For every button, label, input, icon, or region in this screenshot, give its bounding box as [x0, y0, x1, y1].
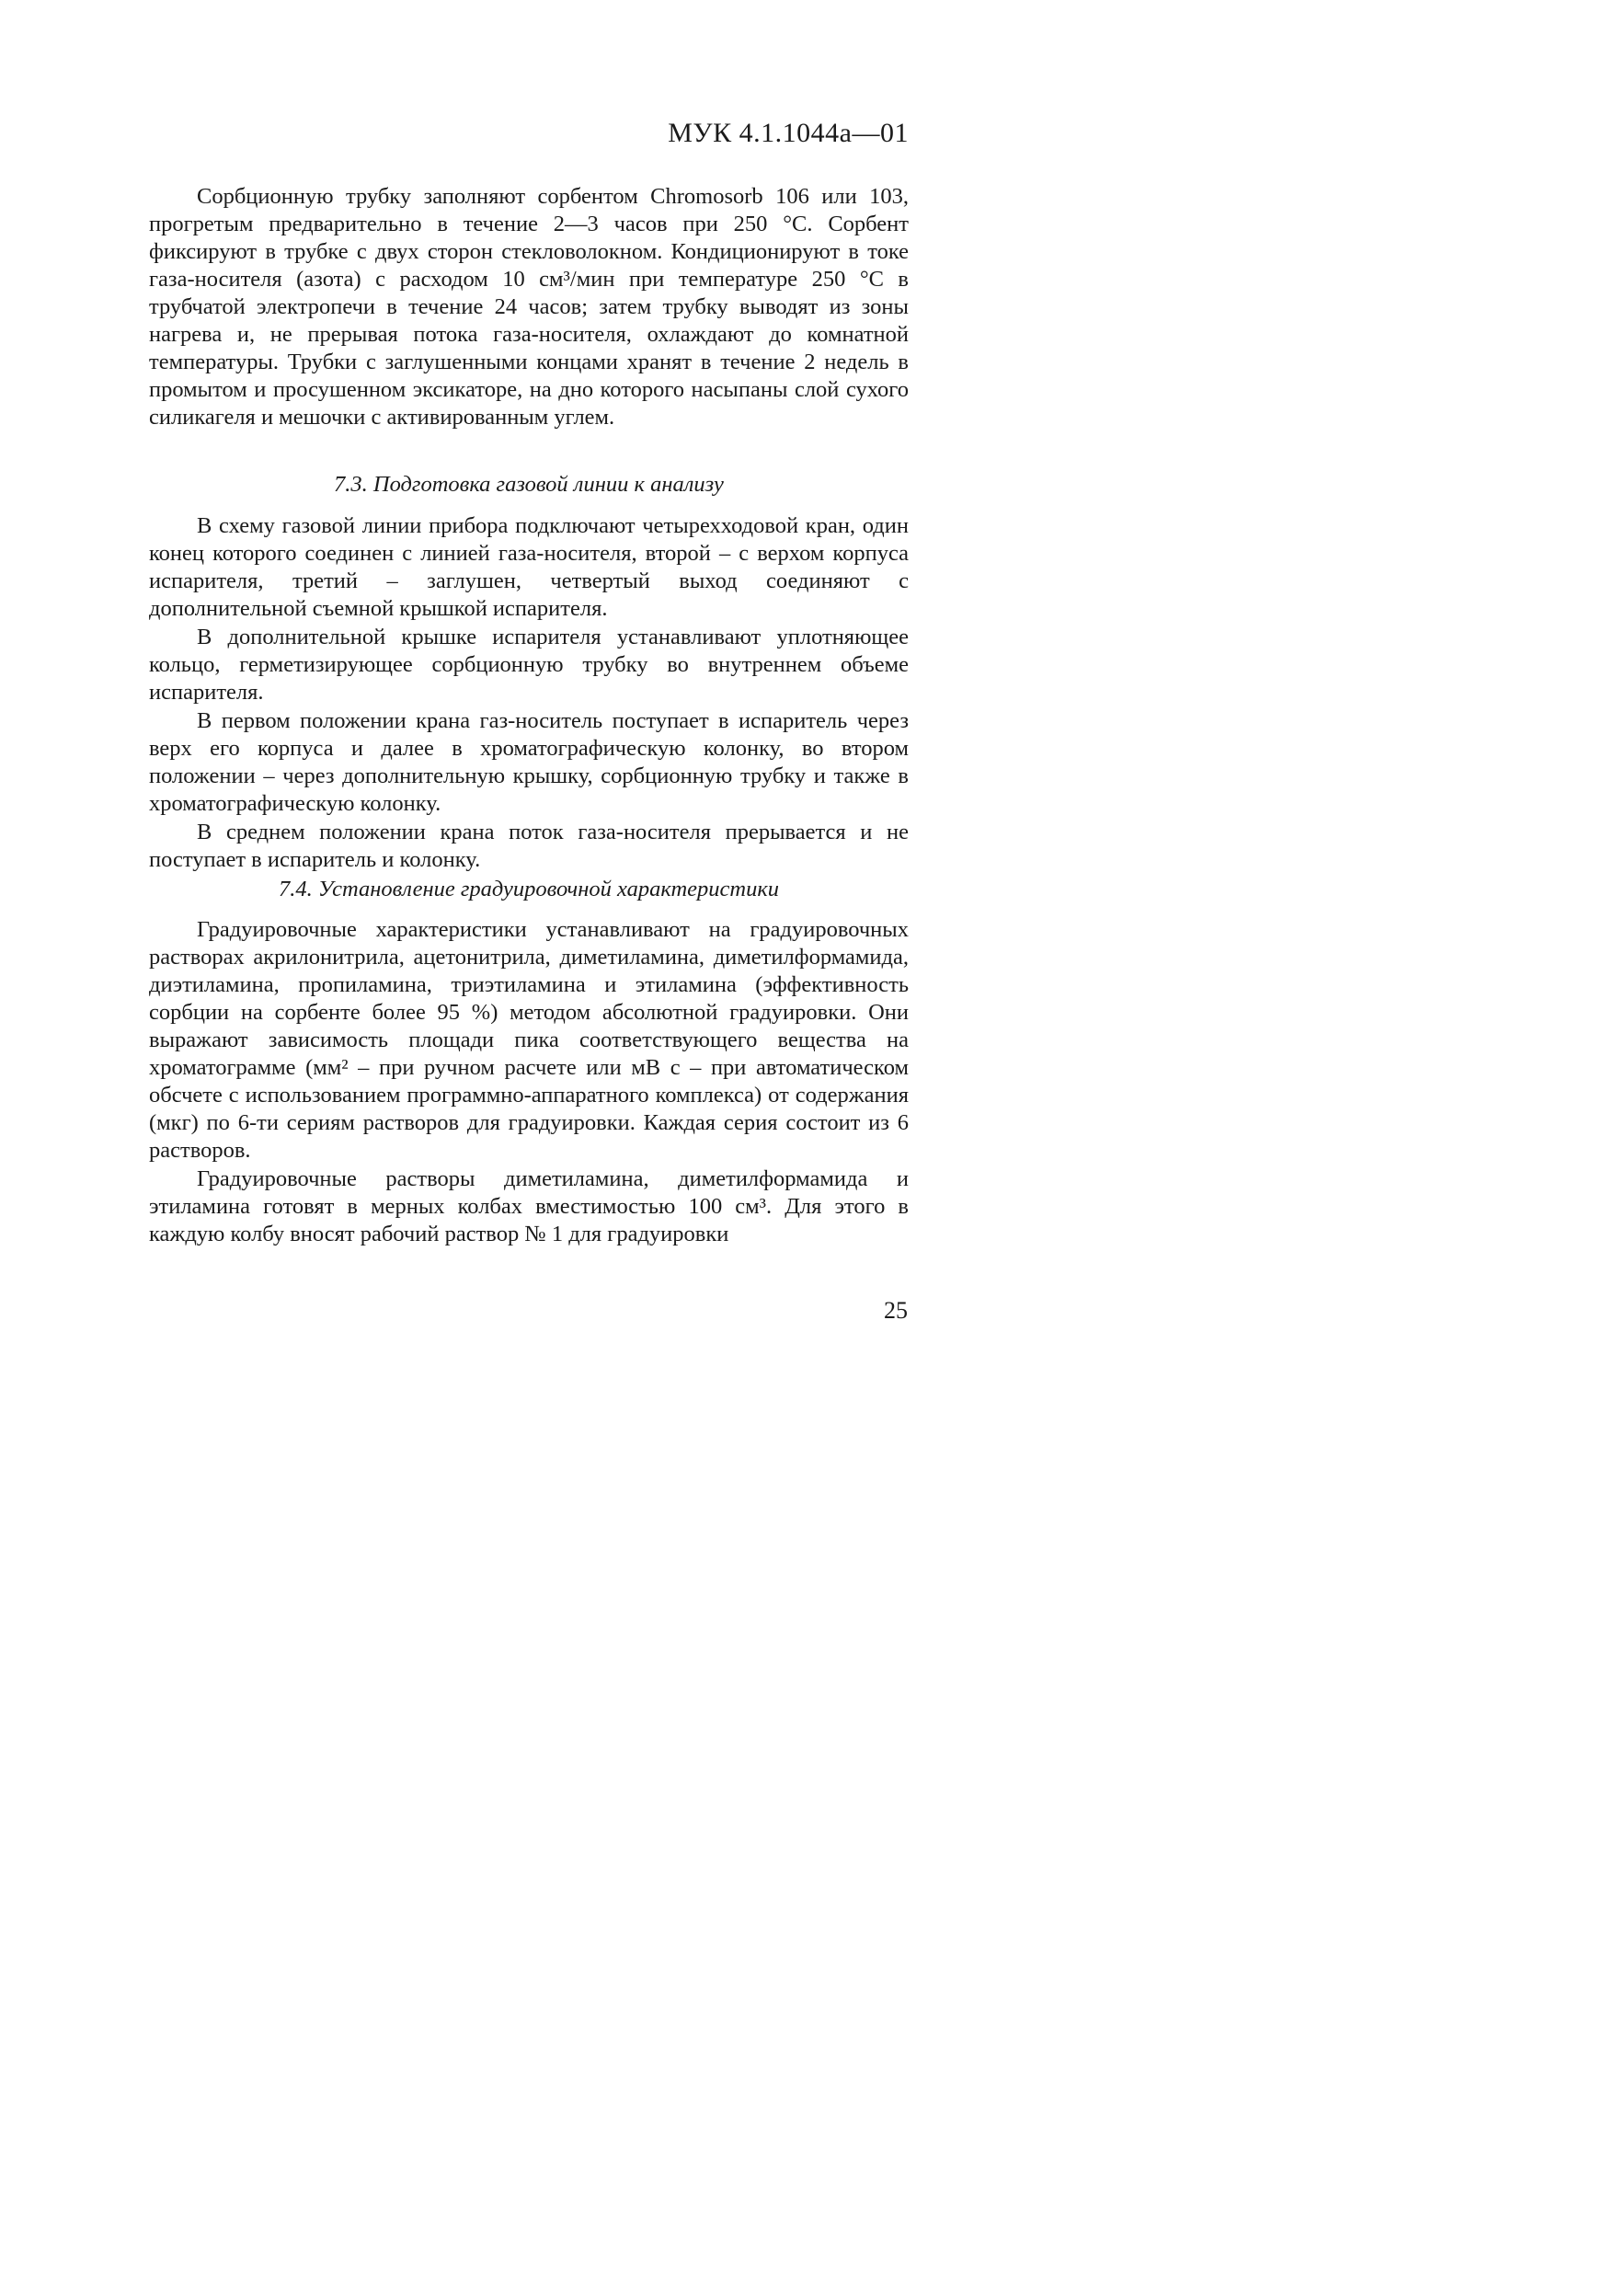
page-number: 25 — [884, 1297, 908, 1324]
paragraph-sorbent-tube: Сорбционную трубку заполняют сорбентом Chromosorb 106 или 103, прогретым предварительно в течение 2—3 часов при 250 °С. Сорбент фиксируют в трубке с двух сторон стекловолокном. Кондиционируют в токе газа-носителя (азота) с расходом 10 см³/мин при температуре 250 °С в трубчатой электропечи в течение 24 часов; затем трубку выводят из зоны нагрева и, не прерывая потока газа-носителя, охлаждают до комнатной температуры. Трубки с заглушенными концами хранят в течение 2 недель в промытом и просушенном эксикаторе, на дно которого насыпаны слой сухого силикагеля и мешочки с активированным углем. — [149, 184, 909, 430]
section-7-4-body — [149, 916, 909, 1248]
paragraph-sealing-ring: В дополнительной крышке испарителя устанавливают уплотняющее кольцо, герметизирующее сорбционную трубку во внутреннем объеме испарителя. — [149, 625, 909, 705]
section-7-4-heading: 7.4. Установление градуировочной характеристики — [278, 877, 780, 901]
paragraph-gas-line-scheme: В схему газовой линии прибора подключают четырехходовой кран, один конец которого соединен с линией газа-носителя, второй – с верхом корпуса испарителя, третий – заглушен, четвертый выход соединяют с дополнительной съемной крышкой испарителя. — [149, 513, 909, 621]
section-7-3-body — [149, 512, 909, 874]
paragraph-valve-positions: В первом положении крана газ-носитель поступает в испаритель через верх его корпуса и далее в хроматографическую колонку, во втором положении – через дополнительную крышку, сорбционную трубку и также в хроматографическую колонку. — [149, 708, 909, 816]
document-code-header: МУК 4.1.1044а—01 — [668, 118, 909, 148]
document-page — [0, 0, 1028, 1458]
section-7-3-heading: 7.3. Подготовка газовой линии к анализу — [334, 472, 724, 497]
paragraph-calibration-characteristics: Градуировочные характеристики устанавливают на градуировочных растворах акрилонитрила, ацетонитрила, диметиламина, диметилформамида, диэтиламина, пропиламина, триэтиламина и этиламина (эффективность сорбции на сорбенте более 95 %) методом абсолютной градуировки. Они выражают зависимость площади пика соответствующего вещества на хроматограмме (мм² – при ручном расчете или мВ с – при автоматическом обсчете с использованием программно-аппаратного комплекса) от содержания (мкг) по 6-ти сериям растворов для градуировки. Каждая серия состоит из 6 растворов. — [149, 917, 909, 1163]
section-7-2-continuation — [149, 183, 909, 431]
paragraph-middle-position: В среднем положении крана поток газа-носителя прерывается и не поступает в испаритель и колонку. — [149, 820, 909, 872]
paragraph-calibration-solutions: Градуировочные растворы диметиламина, диметилформамида и этиламина готовят в мерных колбах вместимостью 100 см³. Для этого в каждую колбу вносят рабочий раствор № 1 для градуировки — [149, 1166, 909, 1246]
